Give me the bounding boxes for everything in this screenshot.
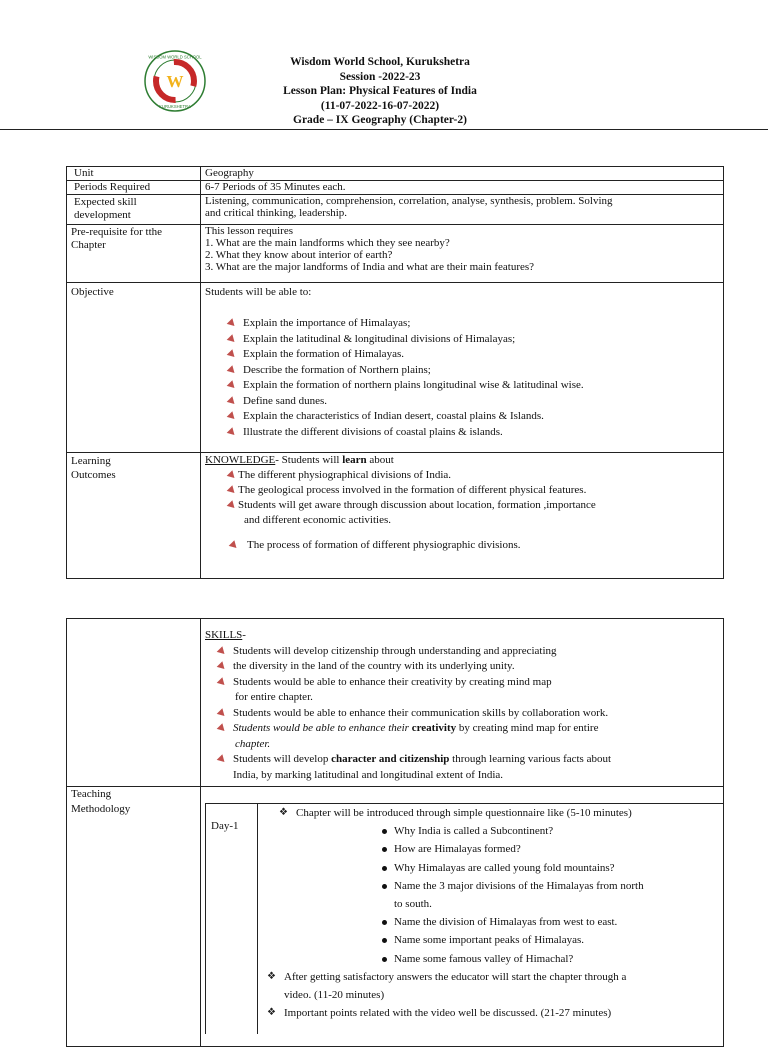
date-range: (11-07-2022-16-07-2022): [320, 99, 440, 112]
arrow-bullet-icon: [217, 708, 228, 719]
skill-item: Students would be able to enhance their creativity by creating mind map for entire: [233, 721, 719, 737]
outcome-item: The geological process involved in the formation of different physical features.: [238, 483, 719, 498]
prereq-line: 1. What are the main landforms which they see nearby?: [205, 237, 450, 249]
dot-bullet-icon: [382, 957, 387, 962]
row-prerequisite: [67, 225, 724, 283]
knowledge-heading: KNOWLEDGE: [205, 454, 276, 466]
objective-item: Describe the formation of Northern plains;: [243, 363, 719, 379]
arrow-bullet-icon: [227, 411, 238, 422]
grade: Grade – IX Geography (Chapter-2): [293, 114, 467, 126]
outcomes-list: [205, 468, 719, 553]
arrow-bullet-icon: [217, 754, 228, 765]
session: Session -2022-23: [339, 70, 421, 83]
prereq-label: [67, 225, 201, 283]
unit-label: Unit: [67, 167, 201, 181]
teaching-value: [201, 787, 724, 1047]
header-title-block: [230, 55, 530, 128]
teaching-label: [67, 787, 201, 1047]
dot-bullet-icon: [382, 938, 387, 943]
important-points: ❖ Important points related with the video well be discussed. (21-27 minutes): [254, 1004, 721, 1022]
objective-item: Explain the formation of Himalayas.: [243, 347, 719, 363]
arrow-bullet-icon: [217, 723, 228, 734]
day-plan-box: [205, 803, 724, 1034]
skills-label-cell: [67, 619, 201, 787]
objective-intro: Students will be able to:: [205, 286, 312, 298]
prereq-label-line: Chapter: [71, 239, 106, 251]
school-logo: [144, 50, 206, 112]
skill-label: [67, 195, 201, 225]
teaching-label-line: Methodology: [71, 803, 131, 815]
row-periods: [67, 181, 724, 195]
arrow-bullet-icon: [227, 470, 238, 481]
objective-item: Explain the importance of Himalayas;: [243, 316, 719, 332]
row-skills: [67, 619, 724, 787]
skill-value: [201, 195, 724, 225]
question-item-continuation: to south.: [394, 898, 432, 911]
question-item: Why Himalayas are called young fold mountains?: [394, 859, 721, 877]
skills-list: [205, 644, 719, 784]
diamond-bullet-icon: ❖: [279, 807, 288, 818]
logo-text-top: WISDOM WORLD SCHOOL: [148, 54, 202, 60]
outcome-item: Students will get aware through discussion about location, formation ,importance: [238, 498, 719, 513]
skills-value: [201, 619, 724, 787]
arrow-bullet-icon: [217, 661, 228, 672]
dot-bullet-icon: [382, 829, 387, 834]
outcome-item-continuation: and different economic activities.: [244, 514, 392, 526]
question-list: [266, 822, 721, 968]
teaching-label-line: Teaching: [71, 788, 112, 800]
arrow-bullet-icon: [227, 380, 238, 391]
outcomes-label-line: Outcomes: [71, 469, 116, 481]
arrow-bullet-icon: [227, 485, 238, 496]
day-column-divider: [257, 804, 258, 1034]
page-header: [0, 0, 768, 132]
day-label: Day-1: [211, 820, 239, 832]
arrow-bullet-icon: [229, 540, 240, 551]
skill-item: Students will develop citizenship through understanding and appreciating: [233, 644, 719, 660]
arrow-bullet-icon: [227, 427, 238, 438]
logo-letter: W: [166, 72, 184, 91]
outcome-item: The process of formation of different physiographic divisions.: [238, 538, 719, 553]
after-answers: ❖ After getting satisfactory answers the educator will start the chapter through a: [254, 968, 721, 986]
prereq-label-line: Pre-requisite for tthe: [71, 226, 163, 238]
prereq-line: This lesson requires: [205, 225, 293, 237]
objective-value: [201, 283, 724, 453]
question-item: Name the 3 major divisions of the Himalayas from north: [394, 877, 721, 895]
row-objective: [67, 283, 724, 453]
objective-item: Illustrate the different divisions of coastal plains & islands.: [243, 425, 719, 441]
periods-value: 6-7 Periods of 35 Minutes each.: [201, 181, 724, 195]
objective-item: Explain the formation of northern plains longitudinal wise & latitudinal wise.: [243, 378, 719, 394]
skill-value-line: and critical thinking, leadership.: [205, 206, 348, 219]
arrow-bullet-icon: [227, 500, 238, 511]
row-unit: [67, 167, 724, 181]
question-item: How are Himalayas formed?: [394, 840, 721, 858]
diamond-bullet-icon: ❖: [267, 1007, 276, 1019]
day-content: [266, 804, 721, 1022]
objective-item: Define sand dunes.: [243, 394, 719, 410]
question-item: Why India is called a Subcontinent?: [394, 822, 721, 840]
skills-heading: SKILLS-: [205, 629, 246, 641]
arrow-bullet-icon: [217, 677, 228, 688]
lesson-info-table: [66, 166, 724, 579]
school-name: Wisdom World School, Kurukshetra: [290, 56, 470, 68]
skill-label-line: development: [74, 209, 131, 221]
lesson-plan-title: Lesson Plan: Physical Features of India: [283, 85, 477, 97]
skill-label-line: Expected skill: [74, 196, 137, 208]
arrow-bullet-icon: [227, 318, 238, 329]
skill-item-continuation: India, by marking latitudinal and longitudinal extent of India.: [233, 768, 504, 781]
logo-text-bottom: KURUKSHETRA: [159, 104, 191, 109]
outcomes-value: [201, 453, 724, 579]
skill-item: the diversity in the land of the country with its underlying unity.: [233, 659, 719, 675]
question-item: Name some famous valley of Himachal?: [394, 950, 721, 968]
skill-item-continuation: for entire chapter.: [235, 691, 313, 703]
arrow-bullet-icon: [227, 334, 238, 345]
dot-bullet-icon: [382, 847, 387, 852]
outcome-item: The different physiographical divisions of India.: [238, 468, 719, 483]
question-item: Name some important peaks of Himalayas.: [394, 931, 721, 949]
dot-bullet-icon: [382, 884, 387, 889]
arrow-bullet-icon: [227, 396, 238, 407]
outcomes-label: [67, 453, 201, 579]
prereq-value: [201, 225, 724, 283]
objective-label: Objective: [67, 283, 201, 453]
arrow-bullet-icon: [217, 646, 228, 657]
skill-value-line: Listening, communication, comprehension, correlation, analyse, synthesis, problem. Solving: [205, 195, 613, 207]
row-skill: [67, 195, 724, 225]
periods-label: Periods Required: [67, 181, 201, 195]
skill-item: Students would be able to enhance their communication skills by collaboration work.: [233, 706, 719, 722]
prereq-line: 3. What are the major landforms of India and what are their main features?: [205, 261, 535, 273]
dot-bullet-icon: [382, 920, 387, 925]
question-item: Name the division of Himalayas from west to east.: [394, 913, 721, 931]
day-intro: ❖ Chapter will be introduced through simple questionnaire like (5-10 minutes): [266, 804, 721, 822]
dot-bullet-icon: [382, 866, 387, 871]
skill-item-continuation: chapter.: [235, 737, 271, 750]
knowledge-intro: KNOWLEDGE- Students will learn about: [205, 454, 394, 466]
arrow-bullet-icon: [227, 365, 238, 376]
outcomes-label-line: Learning: [71, 455, 111, 467]
diamond-bullet-icon: ❖: [267, 970, 276, 982]
row-learning-outcomes: [67, 453, 724, 579]
skill-item: Students will develop character and citizenship through learning various facts about: [233, 752, 719, 768]
objective-list: [205, 316, 719, 440]
prereq-line: 2. What they know about interior of earth?: [205, 249, 393, 261]
header-divider: [0, 129, 768, 130]
objective-item: Explain the latitudinal & longitudinal divisions of Himalayas;: [243, 332, 719, 348]
skills-methodology-table: [66, 618, 724, 1047]
after-answers-continuation: video. (11-20 minutes): [284, 989, 385, 1002]
arrow-bullet-icon: [227, 349, 238, 360]
row-teaching-methodology: [67, 787, 724, 1047]
skill-item: Students would be able to enhance their creativity by creating mind map: [233, 675, 719, 691]
unit-value: Geography: [201, 167, 724, 181]
objective-item: Explain the characteristics of Indian desert, coastal plains & Islands.: [243, 409, 719, 425]
